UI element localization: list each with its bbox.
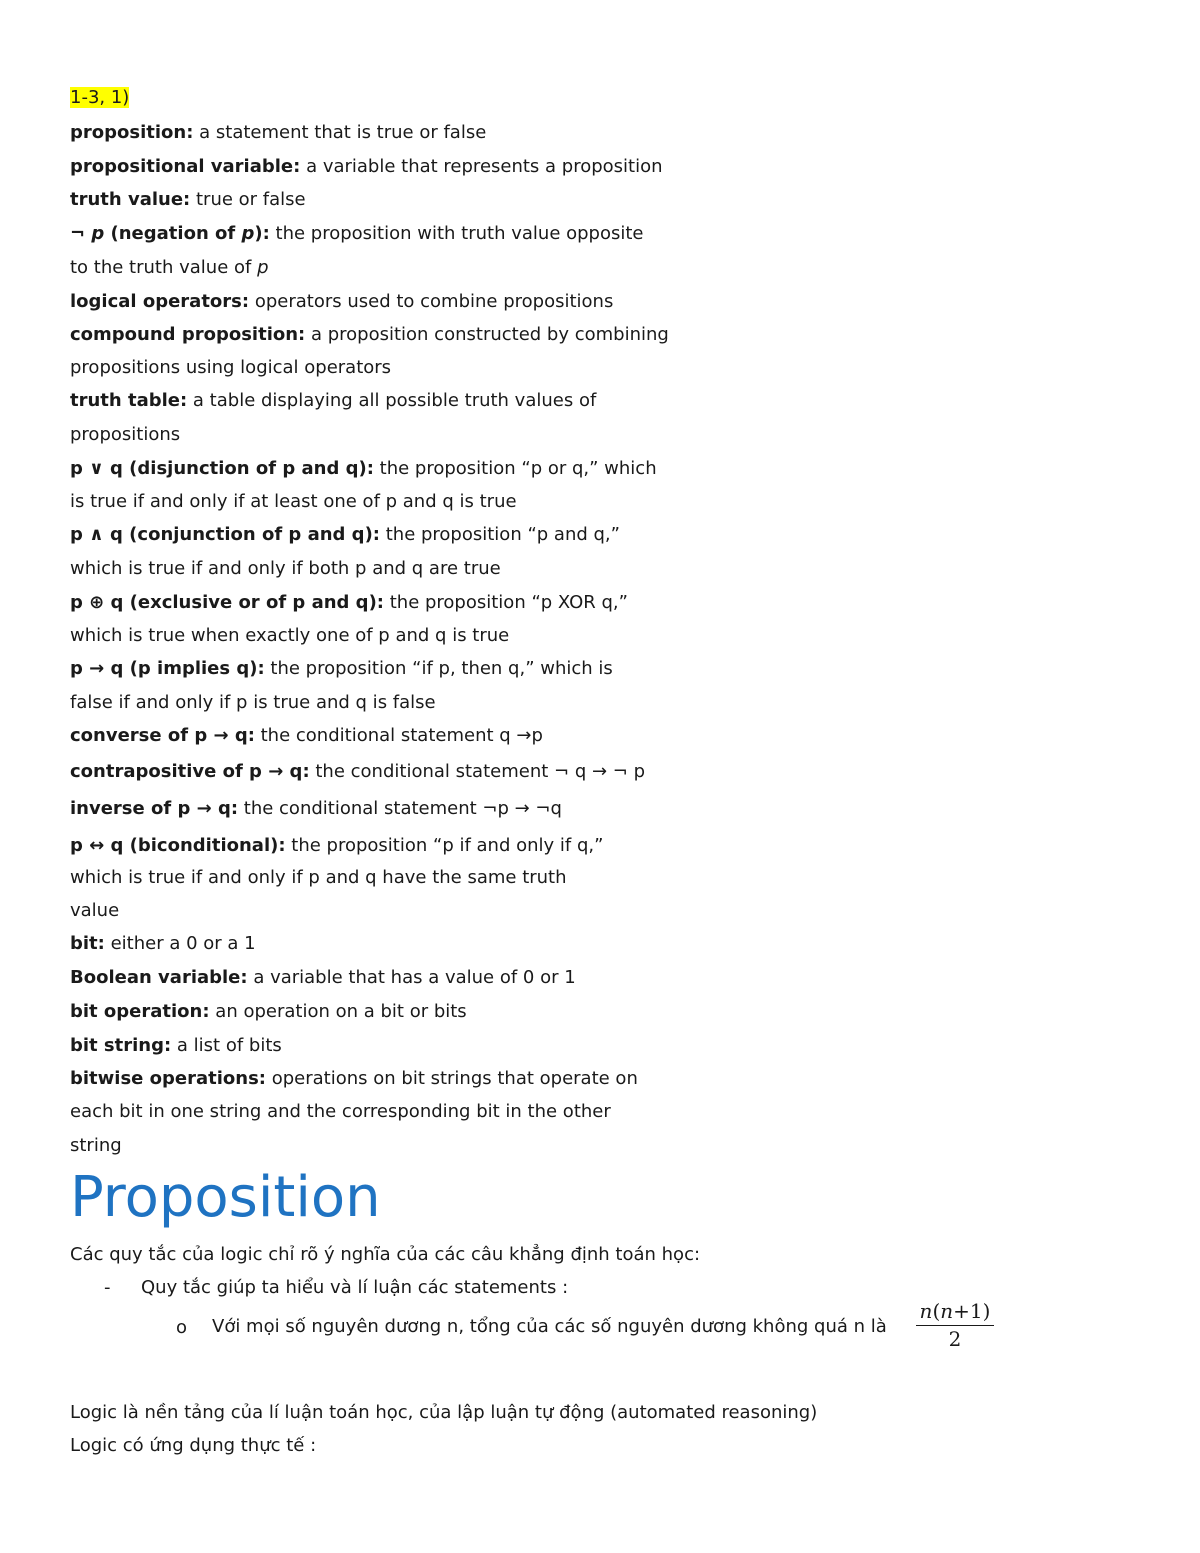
def-bit-operation	[70, 1000, 467, 1024]
def-disjunction-cont	[70, 490, 517, 514]
bullet-item: Quy tắc giúp ta hiểu và lí luận các statements :	[141, 1277, 569, 1298]
term: bit:	[70, 933, 105, 954]
definition: which is true when exactly one of p and q is true	[70, 625, 510, 646]
def-converse	[70, 724, 543, 748]
fraction-bar	[916, 1325, 994, 1326]
bullet-dash: -	[104, 1277, 111, 1298]
term: p ⊕ q (exclusive or of p and q):	[70, 592, 384, 613]
definition: is true if and only if at least one of p and q is true	[70, 491, 517, 512]
def-xor-cont	[70, 624, 509, 648]
definition: the proposition with truth value opposite	[269, 223, 644, 244]
term: p ∨ q (disjunction of p and q):	[70, 458, 374, 479]
def-contrapositive	[70, 760, 645, 784]
def-inverse	[70, 797, 562, 821]
formula-part: n	[940, 1299, 954, 1323]
term-part: (negation of	[104, 223, 242, 244]
term: propositional variable:	[70, 156, 301, 177]
definition: true or false	[190, 189, 306, 210]
definition: which is true if and only if both p and q are true	[70, 558, 501, 579]
definition: a statement that is true or false	[193, 122, 487, 143]
def-truth-value	[70, 188, 306, 212]
definition: a proposition constructed by combining	[305, 324, 669, 345]
def-conjunction	[70, 523, 620, 547]
def-negation-cont	[70, 256, 269, 280]
def-compound-cont	[70, 356, 391, 380]
term: proposition:	[70, 122, 194, 143]
definition: operations on bit strings that operate on	[266, 1068, 638, 1089]
section-tag	[70, 86, 129, 110]
section-heading: Proposition	[70, 1165, 381, 1230]
paragraph: Logic là nền tảng của lí luận toán học, của lập luận tự động (automated reasoning)	[70, 1402, 818, 1423]
definition: a list of bits	[171, 1035, 282, 1056]
formula-numerator	[916, 1298, 994, 1324]
sub-bullet-item: Với mọi số nguyên dương n, tổng của các số nguyên dương không quá n là	[212, 1316, 887, 1337]
definition: the conditional statement ¬p → ¬q	[238, 798, 562, 819]
term: bit string:	[70, 1035, 172, 1056]
highlighted-tag: 1-3, 1)	[70, 87, 130, 108]
def-bit-string	[70, 1034, 282, 1058]
def-compound	[70, 323, 669, 347]
definition: to the truth value of	[70, 257, 258, 278]
definition: an operation on a bit or bits	[209, 1001, 467, 1022]
definition: a table displaying all possible truth values of	[187, 390, 597, 411]
term-part: p	[91, 223, 105, 244]
def-bitwise-cont2	[70, 1134, 122, 1158]
def-implies-cont	[70, 691, 436, 715]
def-negation	[70, 222, 644, 246]
def-proposition	[70, 121, 486, 145]
term: p ↔ q (biconditional):	[70, 835, 286, 856]
definition: which is true if and only if p and q have the same truth	[70, 867, 567, 888]
definition: false if and only if p is true and q is false	[70, 692, 436, 713]
term: Boolean variable:	[70, 967, 248, 988]
def-bit	[70, 932, 256, 956]
def-conjunction-cont	[70, 557, 501, 581]
term: compound proposition:	[70, 324, 306, 345]
definition: the conditional statement q →p	[254, 725, 543, 746]
def-implies	[70, 657, 613, 681]
formula-part: n	[919, 1299, 933, 1323]
definition: a variable that represents a proposition	[300, 156, 663, 177]
definition: propositions	[70, 424, 181, 445]
paragraph: Logic có ứng dụng thực tế :	[70, 1435, 317, 1456]
def-logical-operators	[70, 290, 613, 314]
section-intro: Các quy tắc của logic chỉ rõ ý nghĩa của các câu khẳng định toán học:	[70, 1244, 701, 1265]
bullet-circle: o	[176, 1317, 188, 1338]
term: truth table:	[70, 390, 188, 411]
term: converse of p → q:	[70, 725, 255, 746]
variable: p	[257, 257, 269, 278]
def-bitwise	[70, 1067, 638, 1091]
term: bitwise operations:	[70, 1068, 266, 1089]
term: bit operation:	[70, 1001, 210, 1022]
term: p ∧ q (conjunction of p and q):	[70, 524, 380, 545]
definition: the conditional statement ¬ q → ¬ p	[309, 761, 645, 782]
formula-part: +1)	[953, 1299, 991, 1323]
def-truth-table-cont	[70, 423, 180, 447]
formula-part: (	[932, 1299, 941, 1323]
definition: the proposition “p if and only if q,”	[285, 835, 604, 856]
def-truth-table	[70, 389, 596, 413]
definition: propositions using logical operators	[70, 357, 392, 378]
def-propositional-variable	[70, 155, 663, 179]
def-biconditional	[70, 834, 603, 858]
definition: a variable that has a value of 0 or 1	[247, 967, 576, 988]
definition: the proposition “p and q,”	[380, 524, 620, 545]
definition: value	[70, 900, 120, 921]
term: logical operators:	[70, 291, 250, 312]
def-xor	[70, 591, 628, 615]
term-part: ):	[254, 223, 270, 244]
def-bitwise-cont	[70, 1100, 611, 1124]
definition: the proposition “p XOR q,”	[384, 592, 628, 613]
def-biconditional-cont	[70, 866, 567, 890]
def-boolean-variable	[70, 966, 576, 990]
term-part: p	[241, 223, 255, 244]
def-disjunction	[70, 457, 657, 481]
sum-formula	[916, 1298, 994, 1351]
term: inverse of p → q:	[70, 798, 239, 819]
definition: string	[70, 1135, 122, 1156]
definition: operators used to combine propositions	[249, 291, 614, 312]
definition: either a 0 or a 1	[104, 933, 256, 954]
formula-denominator: 2	[948, 1327, 962, 1351]
definition: the proposition “p or q,” which	[373, 458, 657, 479]
term: truth value:	[70, 189, 191, 210]
term-part: ¬	[70, 223, 92, 244]
term: contrapositive of p → q:	[70, 761, 310, 782]
definition: each bit in one string and the corresponding bit in the other	[70, 1101, 611, 1122]
term: p → q (p implies q):	[70, 658, 265, 679]
definition: the proposition “if p, then q,” which is	[264, 658, 613, 679]
def-biconditional-cont2	[70, 899, 119, 923]
